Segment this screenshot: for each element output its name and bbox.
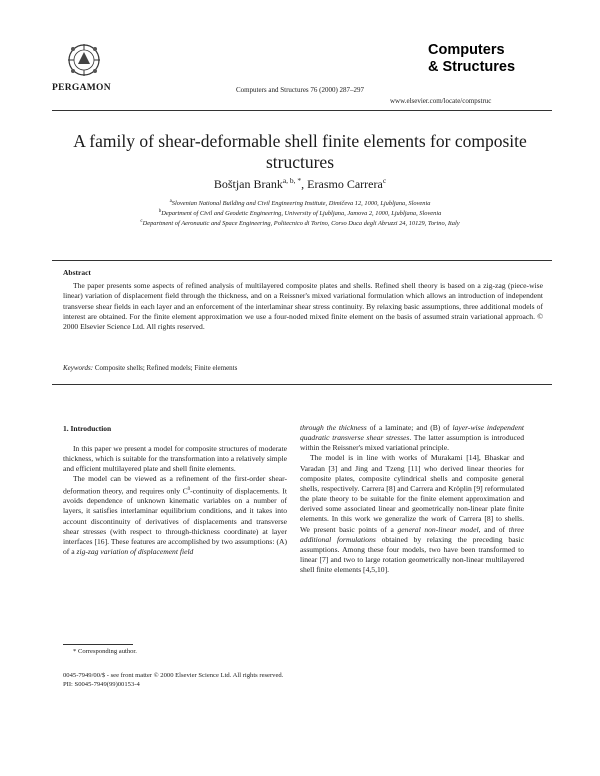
journal-name-line2: & Structures — [428, 59, 516, 75]
emphasis: zig-zag variation of displacement field — [76, 547, 194, 557]
header-divider — [52, 110, 552, 111]
superscript: 0 — [187, 486, 191, 492]
paragraph-text: The model is in line with works of Murakami [14], Bhaskar and Varadan [3] and Jing and Tzeng [11] who derived linear theories for composite plates, composite cylindrical shells and composite general shells, respectively. Carrera [8] and Carrera and Kröplin [9] reformulated the plate theory to be suitable for the finite element approximation and derived some associated linear and geometrically non-linear plate finite elements. In this work we generalize the work of Carrera [8] to shells. We present basic points of a — [300, 453, 524, 534]
abstract-body: The paper presents some aspects of refined analysis of multilayered composite plates and shells. Refined shell theory is based on a zig-zag (piece-wise linear) variation of displacement field through the thickness, and on a Reissner's mixed variational formulation which allows an introduction of independent transverse shear fields in each layer and an enforcement of the interlaminar shear stress continuity. By relaxing basic assumptions, three additional models of interest are obtained. For the finite element approximation we use a four-noded mixed finite element on the basis of assumed strain variational approach. © 2000 Elsevier Science Ltd. All rights reserved. — [63, 281, 543, 332]
pergamon-logo-icon — [64, 40, 104, 80]
paragraph — [300, 453, 524, 575]
journal-url[interactable]: www.elsevier.com/locate/compstruc — [390, 97, 492, 105]
author-list — [0, 176, 600, 192]
affiliation-marker: b — [158, 209, 162, 214]
abstract-bottom-divider — [52, 384, 552, 385]
affiliation — [0, 209, 600, 217]
journal-reference: Computers and Structures 76 (2000) 287–297 — [235, 86, 365, 94]
emphasis: through the thickness — [300, 423, 367, 432]
paragraph-text: , and of — [478, 524, 509, 534]
section-heading: 1. Introduction — [63, 424, 112, 433]
paragraph-text: of a laminate; and (B) of — [366, 423, 453, 432]
front-matter — [63, 671, 283, 689]
abstract-heading: Abstract — [63, 268, 91, 277]
paragraph — [300, 423, 524, 453]
affiliation-text: Slovenian National Building and Civil Engineering Institute, Dimičeva 12, 1000, Ljubljana, Slovenia — [171, 200, 431, 208]
footnote-divider — [63, 644, 133, 645]
left-column — [63, 444, 287, 557]
paragraph-text: obtained by relaxing the preceding basic assumptions. Among these four models, two have been transformed to linear [7] and two to large rotation geometrically non-linear multilayered shell finite elements [4,5,10]. — [300, 534, 524, 575]
affiliation-text: Department of Civil and Geodetic Engineering, University of Ljubljana, Jamova 2, 1000, Ljubljana, Slovenia — [161, 210, 442, 218]
pii-line: PII: S0045-7949(99)00153-4 — [63, 681, 140, 688]
right-column — [300, 423, 524, 575]
emphasis: general non-linear model — [397, 524, 479, 534]
journal-name — [428, 42, 515, 76]
paragraph — [63, 474, 287, 557]
paper-title: A family of shear-deformable shell finite elements for composite structures — [73, 131, 527, 172]
author-separator: , — [301, 177, 308, 191]
abstract-top-divider — [52, 260, 552, 261]
keywords-list: Composite shells; Refined models; Finite elements — [94, 364, 238, 372]
footnote: * Corresponding author. — [73, 648, 137, 655]
affiliation — [0, 219, 600, 227]
affiliation — [0, 199, 600, 207]
affiliation-marker: c — [140, 219, 143, 224]
publisher-name: PERGAMON — [52, 83, 111, 93]
affiliation-text: Department of Aeronautic and Space Engineering, Politecnico di Torino, Corso Duca degli Abruzzi 24, 10129, Torino, Italy — [142, 220, 460, 228]
journal-name-line1: Computers — [428, 42, 505, 58]
keywords — [63, 364, 237, 372]
emphasis: layer-wise independent quadratic transverse shear stresses — [300, 423, 524, 443]
keywords-label: Keywords: — [63, 364, 94, 372]
paragraph-text: -continuity of displacements. It avoids dependence of unknown kinematic variables on a number of layers, it satisfies interlaminar equilibrium conditions, and it takes into account discontinuity of derivatives of displacements and transverse shear stresses (with respect to through-thickness coordinate) at layer interfaces [16]. These features are accomplished by two assumptions: (A) of a — [63, 486, 287, 557]
copyright-line: 0045-7949/00/$ - see front matter © 2000 Elsevier Science Ltd. All rights reserved. — [63, 672, 284, 679]
paragraph-text: The model can be viewed as a refinement of the first-order shear-deformation theory, and requires only C — [63, 474, 287, 496]
paragraph: In this paper we present a model for composite structures of moderate thickness, which is suitable for the transformation into a relatively simple and efficient multilayered plate and shell finite elements. — [63, 444, 287, 474]
author-affiliation-marker: a, b, * — [282, 176, 302, 185]
author-name: Erasmo Carrera — [307, 177, 383, 191]
author-affiliation-marker: c — [382, 176, 387, 185]
emphasis: three additional formulations — [300, 524, 524, 544]
author-name: Boštjan Brank — [213, 177, 283, 191]
affiliation-marker: a — [169, 199, 172, 204]
paragraph-text: . The latter assumption is introduced within the Reissner's mixed variational principle. — [300, 433, 524, 453]
